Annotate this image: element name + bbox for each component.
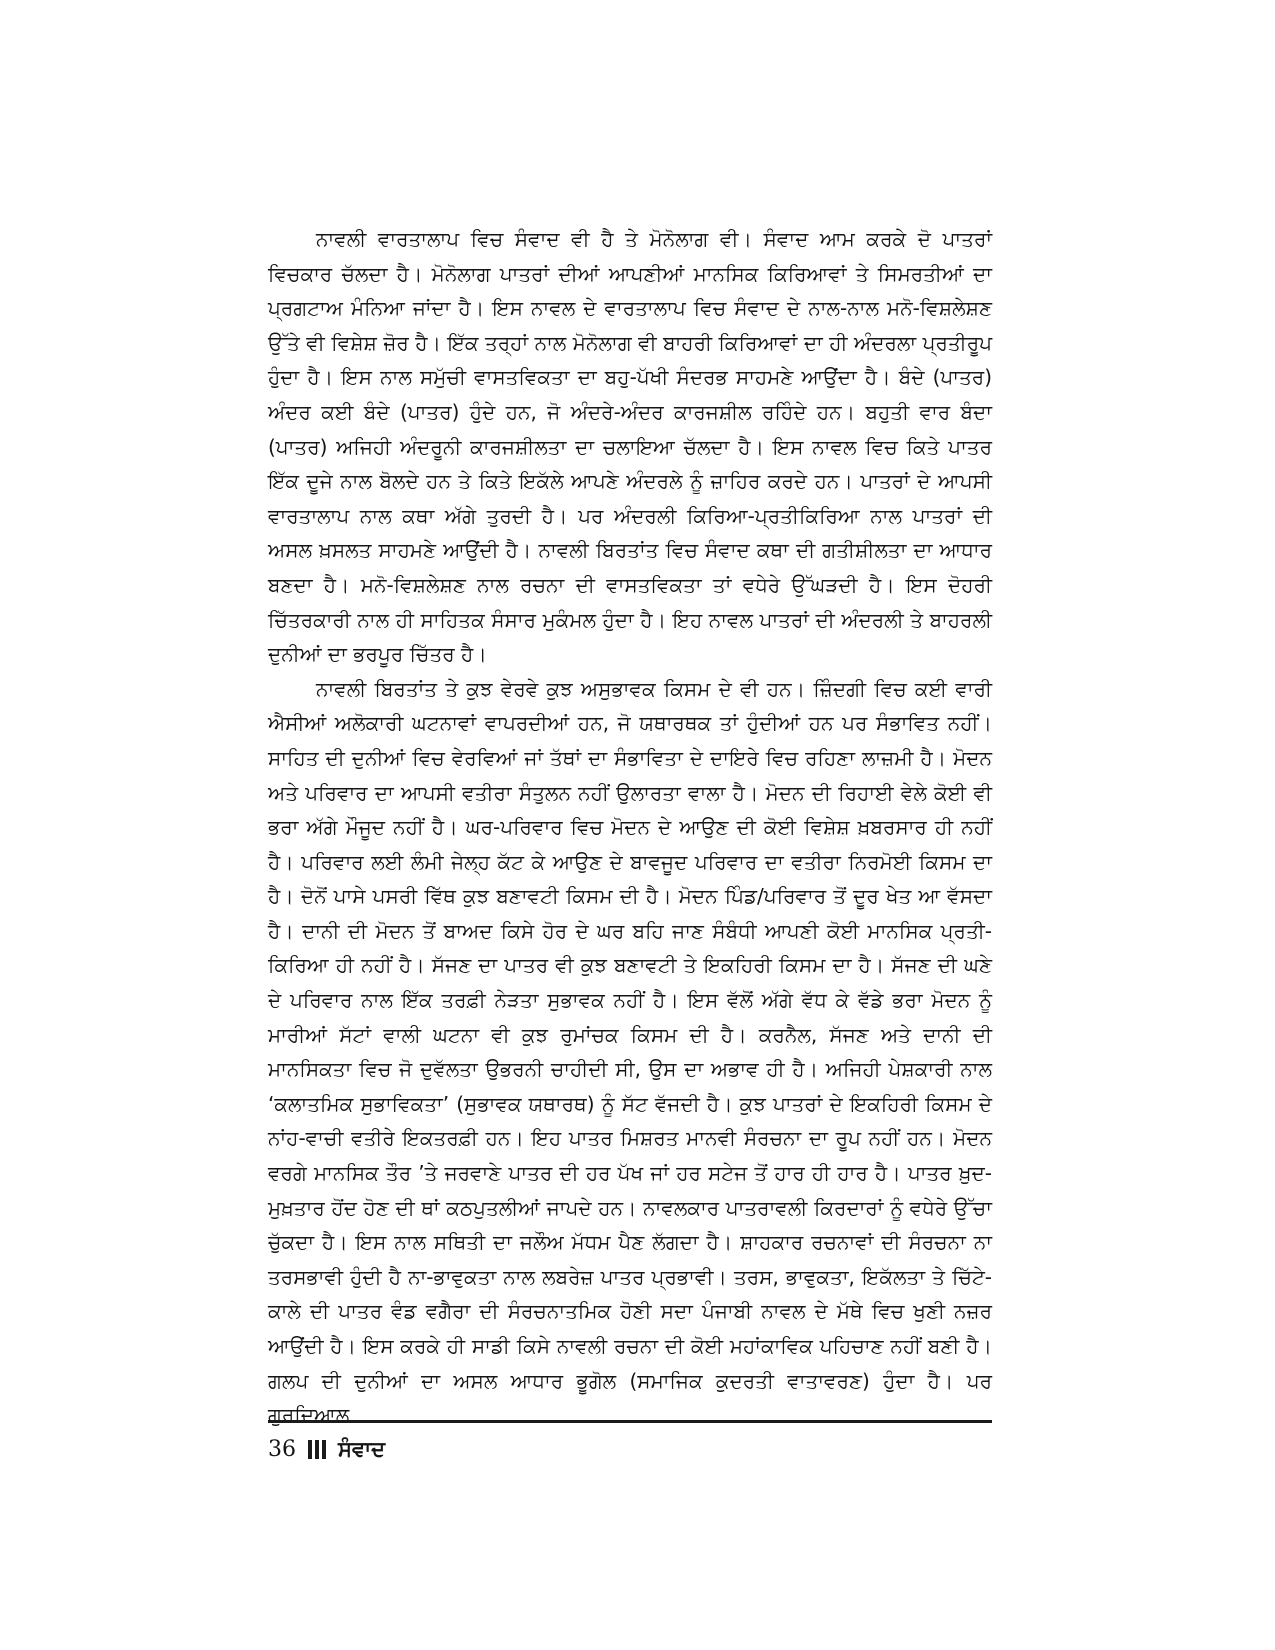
body-text xyxy=(268,222,992,1433)
triple-bar-icon xyxy=(308,1439,326,1459)
footer-rule xyxy=(268,1420,992,1423)
page-footer xyxy=(268,1432,385,1466)
paragraph-2: ਨਾਵਲੀ ਬਿਰਤਾਂਤ ਤੇ ਕੁਝ ਵੇਰਵੇ ਕੁਝ ਅਸੁਭਾਵਕ ਕਿਸਮ ਦੇ ਵੀ ਹਨ। ਜ਼ਿੰਦਗੀ ਵਿਚ ਕਈ ਵਾਰੀ ਐਸੀਆਂ ਅਲੋਕਾਰੀ ਘਟਨਾਵਾਂ ਵਾਪਰਦੀਆਂ ਹਨ, ਜੋ ਯਥਾਰਥਕ ਤਾਂ ਹੁੰਦੀਆਂ ਹਨ ਪਰ ਸੰਭਾਵਿਤ ਨਹੀਂ। ਸਾਹਿਤ ਦੀ ਦੁਨੀਆਂ ਵਿਚ ਵੇਰਵਿਆਂ ਜਾਂ ਤੱਥਾਂ ਦਾ ਸੰਭਾਵਿਤਾ ਦੇ ਦਾਇਰੇ ਵਿਚ ਰਹਿਣਾ ਲਾਜ਼ਮੀ ਹੈ। ਮੋਦਨ ਅਤੇ ਪਰਿਵਾਰ ਦਾ ਆਪਸੀ ਵਤੀਰਾ ਸੰਤੁਲਨ ਨਹੀਂ ਉਲਾਰਤਾ ਵਾਲਾ ਹੈ। ਮੋਦਨ ਦੀ ਰਿਹਾਈ ਵੇਲੇ ਕੋਈ ਵੀ ਭਰਾ ਅੱਗੇ ਮੌਜੂਦ ਨਹੀਂ ਹੈ। ਘਰ-ਪਰਿਵਾਰ ਵਿਚ ਮੋਦਨ ਦੇ ਆਉਣ ਦੀ ਕੋਈ ਵਿਸ਼ੇਸ਼ ਖ਼ਬਰਸਾਰ ਹੀ ਨਹੀਂ ਹੈ। ਪਰਿਵਾਰ ਲਈ ਲੰਮੀ ਜੇਲ੍ਹ ਕੱਟ ਕੇ ਆਉਣ ਦੇ ਬਾਵਜੂਦ ਪਰਿਵਾਰ ਦਾ ਵਤੀਰਾ ਨਿਰਮੋਈ ਕਿਸਮ ਦਾ ਹੈ। ਦੋਨੋਂ ਪਾਸੇ ਪਸਰੀ ਵਿੱਥ ਕੁਝ ਬਣਾਵਟੀ ਕਿਸਮ ਦੀ ਹੈ। ਮੋਦਨ ਪਿੰਡ/ਪਰਿਵਾਰ ਤੋਂ ਦੂਰ ਖੇਤ ਆ ਵੱਸਦਾ ਹੈ। ਦਾਨੀ ਦੀ ਮੋਦਨ ਤੋਂ ਬਾਅਦ ਕਿਸੇ ਹੋਰ ਦੇ ਘਰ ਬਹਿ ਜਾਣ ਸੰਬੰਧੀ ਆਪਣੀ ਕੋਈ ਮਾਨਸਿਕ ਪ੍ਰਤੀ-ਕਿਰਿਆ ਹੀ ਨਹੀਂ ਹੈ। ਸੱਜਣ ਦਾ ਪਾਤਰ ਵੀ ਕੁਝ ਬਣਾਵਟੀ ਤੇ ਇਕਹਿਰੀ ਕਿਸਮ ਦਾ ਹੈ। ਸੱਜਣ ਦੀ ਘਣੇ ਦੇ ਪਰਿਵਾਰ ਨਾਲ ਇੱਕ ਤਰਫ਼ੀ ਨੇੜਤਾ ਸੁਭਾਵਕ ਨਹੀਂ ਹੈ। ਇਸ ਵੱਲੋਂ ਅੱਗੇ ਵੱਧ ਕੇ ਵੱਡੇ ਭਰਾ ਮੋਦਨ ਨੂੰ ਮਾਰੀਆਂ ਸੱਟਾਂ ਵਾਲੀ ਘਟਨਾ ਵੀ ਕੁਝ ਰੁਮਾਂਚਕ ਕਿਸਮ ਦੀ ਹੈ। ਕਰਨੈਲ, ਸੱਜਣ ਅਤੇ ਦਾਨੀ ਦੀ ਮਾਨਸਿਕਤਾ ਵਿਚ ਜੋ ਦੁਵੱਲਤਾ ਉਭਰਨੀ ਚਾਹੀਦੀ ਸੀ, ਉਸ ਦਾ ਅਭਾਵ ਹੀ ਹੈ। ਅਜਿਹੀ ਪੇਸ਼ਕਾਰੀ ਨਾਲ ‘ਕਲਾਤਮਿਕ ਸੁਭਾਵਿਕਤਾ’ (ਸੁਭਾਵਕ ਯਥਾਰਥ) ਨੂੰ ਸੱਟ ਵੱਜਦੀ ਹੈ। ਕੁਝ ਪਾਤਰਾਂ ਦੇ ਇਕਹਿਰੀ ਕਿਸਮ ਦੇ ਨਾਂਹ-ਵਾਚੀ ਵਤੀਰੇ ਇਕਤਰਫ਼ੀ ਹਨ। ਇਹ ਪਾਤਰ ਮਿਸ਼ਰਤ ਮਾਨਵੀ ਸੰਰਚਨਾ ਦਾ ਰੂਪ ਨਹੀਂ ਹਨ। ਮੋਦਨ ਵਰਗੇ ਮਾਨਸਿਕ ਤੌਰ ’ਤੇ ਜਰਵਾਣੇ ਪਾਤਰ ਦੀ ਹਰ ਪੱਖ ਜਾਂ ਹਰ ਸਟੇਜ ਤੋਂ ਹਾਰ ਹੀ ਹਾਰ ਹੈ। ਪਾਤਰ ਖ਼ੁਦ-ਮੁਖ਼ਤਾਰ ਹੋਂਦ ਹੋਣ ਦੀ ਥਾਂ ਕਠਪੁਤਲੀਆਂ ਜਾਪਦੇ ਹਨ। ਨਾਵਲਕਾਰ ਪਾਤਰਾਵਲੀ ਕਿਰਦਾਰਾਂ ਨੂੰ ਵਧੇਰੇ ਉੱਚਾ ਚੁੱਕਦਾ ਹੈ। ਇਸ ਨਾਲ ਸਥਿਤੀ ਦਾ ਜਲੌਅ ਮੱਧਮ ਪੈਣ ਲੱਗਦਾ ਹੈ। ਸ਼ਾਹਕਾਰ ਰਚਨਾਵਾਂ ਦੀ ਸੰਰਚਨਾ ਨਾ ਤਰਸਭਾਵੀ ਹੁੰਦੀ ਹੈ ਨਾ-ਭਾਵੁਕਤਾ ਨਾਲ ਲਬਰੇਜ਼ ਪਾਤਰ ਪ੍ਰਭਾਵੀ। ਤਰਸ, ਭਾਵੁਕਤਾ, ਇਕੱਲਤਾ ਤੇ ਚਿੱਟੇ-ਕਾਲੇ ਦੀ ਪਾਤਰ ਵੰਡ ਵਗੈਰਾ ਦੀ ਸੰਰਚਨਾਤਮਿਕ ਹੋਣੀ ਸਦਾ ਪੰਜਾਬੀ ਨਾਵਲ ਦੇ ਮੱਥੇ ਵਿਚ ਖੁਣੀ ਨਜ਼ਰ ਆਉਂਦੀ ਹੈ। ਇਸ ਕਰਕੇ ਹੀ ਸਾਡੀ ਕਿਸੇ ਨਾਵਲੀ ਰਚਨਾ ਦੀ ਕੋਈ ਮਹਾਂਕਾਵਿਕ ਪਹਿਚਾਣ ਨਹੀਂ ਬਣੀ ਹੈ। ਗਲਪ ਦੀ ਦੁਨੀਆਂ ਦਾ ਅਸਲ ਆਧਾਰ ਭੂਗੋਲ (ਸਮਾਜਿਕ ਕੁਦਰਤੀ ਵਾਤਾਵਰਣ) ਹੁੰਦਾ ਹੈ। ਪਰ ਗੁਰਦਿਆਲ xyxy=(268,676,992,1428)
running-title: ਸੰਵਾਦ xyxy=(338,1436,386,1461)
page-number: 36 xyxy=(268,1436,296,1462)
paragraph-1: ਨਾਵਲੀ ਵਾਰਤਾਲਾਪ ਵਿਚ ਸੰਵਾਦ ਵੀ ਹੈ ਤੇ ਮੋਨੋਲਾਗ ਵੀ। ਸੰਵਾਦ ਆਮ ਕਰਕੇ ਦੋ ਪਾਤਰਾਂ ਵਿਚਕਾਰ ਚੱਲਦਾ ਹੈ। ਮੋਨੋਲਾਗ ਪਾਤਰਾਂ ਦੀਆਂ ਆਪਣੀਆਂ ਮਾਨਸਿਕ ਕਿਰਿਆਵਾਂ ਤੇ ਸਿਮਰਤੀਆਂ ਦਾ ਪ੍ਰਗਟਾਅ ਮੰਨਿਆ ਜਾਂਦਾ ਹੈ। ਇਸ ਨਾਵਲ ਦੇ ਵਾਰਤਾਲਾਪ ਵਿਚ ਸੰਵਾਦ ਦੇ ਨਾਲ-ਨਾਲ ਮਨੋ-ਵਿਸ਼ਲੇਸ਼ਣ ਉੱਤੇ ਵੀ ਵਿਸ਼ੇਸ਼ ਜ਼ੋਰ ਹੈ। ਇੱਕ ਤਰ੍ਹਾਂ ਨਾਲ ਮੋਨੋਲਾਗ ਵੀ ਬਾਹਰੀ ਕਿਰਿਆਵਾਂ ਦਾ ਹੀ ਅੰਦਰਲਾ ਪ੍ਰਤੀਰੂਪ ਹੁੰਦਾ ਹੈ। ਇਸ ਨਾਲ ਸਮੁੱਚੀ ਵਾਸਤਵਿਕਤਾ ਦਾ ਬਹੁ-ਪੱਖੀ ਸੰਦਰਭ ਸਾਹਮਣੇ ਆਉਂਦਾ ਹੈ। ਬੰਦੇ (ਪਾਤਰ) ਅੰਦਰ ਕਈ ਬੰਦੇ (ਪਾਤਰ) ਹੁੰਦੇ ਹਨ, ਜੋ ਅੰਦਰੇ-ਅੰਦਰ ਕਾਰਜਸ਼ੀਲ ਰਹਿੰਦੇ ਹਨ। ਬਹੁਤੀ ਵਾਰ ਬੰਦਾ (ਪਾਤਰ) ਅਜਿਹੀ ਅੰਦਰੂਨੀ ਕਾਰਜਸ਼ੀਲਤਾ ਦਾ ਚਲਾਇਆ ਚੱਲਦਾ ਹੈ। ਇਸ ਨਾਵਲ ਵਿਚ ਕਿਤੇ ਪਾਤਰ ਇੱਕ ਦੂਜੇ ਨਾਲ ਬੋਲਦੇ ਹਨ ਤੇ ਕਿਤੇ ਇਕੱਲੇ ਆਪਣੇ ਅੰਦਰਲੇ ਨੂੰ ਜ਼ਾਹਿਰ ਕਰਦੇ ਹਨ। ਪਾਤਰਾਂ ਦੇ ਆਪਸੀ ਵਾਰਤਾਲਾਪ ਨਾਲ ਕਥਾ ਅੱਗੇ ਤੁਰਦੀ ਹੈ। ਪਰ ਅੰਦਰਲੀ ਕਿਰਿਆ-ਪ੍ਰਤੀਕਿਰਿਆ ਨਾਲ ਪਾਤਰਾਂ ਦੀ ਅਸਲ ਖ਼ਸਲਤ ਸਾਹਮਣੇ ਆਉਂਦੀ ਹੈ। ਨਾਵਲੀ ਬਿਰਤਾਂਤ ਵਿਚ ਸੰਵਾਦ ਕਥਾ ਦੀ ਗਤੀਸ਼ੀਲਤਾ ਦਾ ਆਧਾਰ ਬਣਦਾ ਹੈ। ਮਨੋ-ਵਿਸ਼ਲੇਸ਼ਣ ਨਾਲ ਰਚਨਾ ਦੀ ਵਾਸਤਵਿਕਤਾ ਤਾਂ ਵਧੇਰੇ ਉੱਘੜਦੀ ਹੈ। ਇਸ ਦੋਹਰੀ ਚਿੱਤਰਕਾਰੀ ਨਾਲ ਹੀ ਸਾਹਿਤਕ ਸੰਸਾਰ ਮੁਕੰਮਲ ਹੁੰਦਾ ਹੈ। ਇਹ ਨਾਵਲ ਪਾਤਰਾਂ ਦੀ ਅੰਦਰਲੀ ਤੇ ਬਾਹਰਲੀ ਦੁਨੀਆਂ ਦਾ ਭਰਪੂਰ ਚਿੱਤਰ ਹੈ। xyxy=(268,227,992,667)
